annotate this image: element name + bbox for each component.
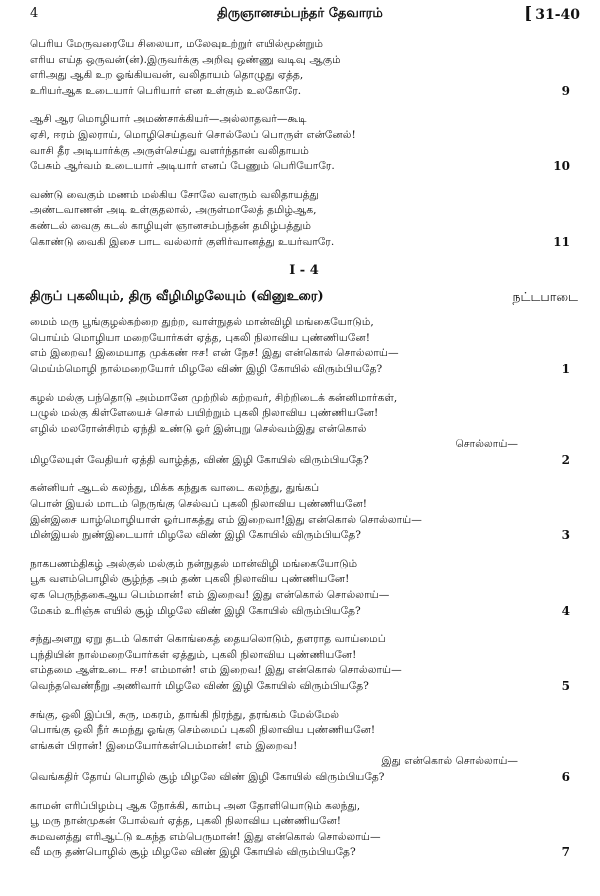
- verse-line: மெய்ம்மொழி நால்மறையோர் மிழலே விண் இழி கோயில் விரும்பியதே?: [30, 362, 383, 375]
- verse-line-continuation: இது என்கொல் சொல்லாய்—: [381, 755, 518, 768]
- verse-line: எரிஅது ஆகி உற ஓங்கியவன், வலிதாயம் தொழுது ஏத்த,: [30, 69, 304, 82]
- verse-number: 1: [561, 361, 570, 376]
- verse-line: பொன் இயல் மாடம் நெருங்கு செல்வப் புகலி நிலாவிய புண்ணியனே!: [30, 498, 368, 511]
- verse-line: கண்டல் வைகு கடல் காழியுள் ஞானசம்பந்தன் தமிழ்பத்தும்: [30, 219, 311, 232]
- verse-number: 9: [561, 83, 570, 98]
- verse-number: 2: [561, 452, 570, 467]
- verse-number: 4: [561, 603, 570, 618]
- verse-line: ஏக பெருந்தகைஆய பெம்மான்! எம் இறைவ! இது என்கொல் சொல்லாய்—: [30, 589, 390, 602]
- verse-line: எம்தமை ஆள்உடை ஈச! எம்மான்! எம் இறைவ! இது என்கொல் சொல்லாய்—: [30, 664, 402, 677]
- verse-line: எழில் மலரோன்சிரம் ஏந்தி உண்டு ஓர் இன்புறு செல்வம்இது என்கொல்: [30, 422, 367, 435]
- verse-number: 5: [561, 679, 570, 694]
- verse-line: மிழலேயுள் வேதியர் ஏத்தி வாழ்த்த, விண் இழி கோயில் விரும்பியதே?: [30, 453, 369, 466]
- verse-line: மேகம் உரிஞ்சு எயில் சூழ் மிழலே விண் இழி கோயில் விரும்பியதே?: [30, 604, 361, 617]
- verse-line: புந்தியின் நால்மறையோர்கள் ஏத்தும், புகலி நிலாவிய புண்ணியனே!: [30, 648, 357, 661]
- verse: [30, 799, 578, 861]
- verse-number: 6: [561, 769, 570, 784]
- verse-line: கொண்டு வைகி இசை பாட வல்லார் குளிர்வானத்து உயர்வாரே.: [30, 235, 335, 248]
- verse-line: வெங்கதிர் தோய் பொழில் சூழ் மிழலே விண் இழி கோயில் விரும்பியதே?: [30, 770, 385, 783]
- verse-line: காமன் எரிப்பிழம்பு ஆக நோக்கி, காம்பு அன தோளியொடும் கலந்து,: [30, 799, 361, 812]
- verse-line: வாசி தீர அடியார்க்கு அருள்செய்து வளர்ந்தான் வலிதாயம்: [30, 144, 309, 157]
- page-content: [30, 37, 578, 874]
- previous-pathigam-verses: [30, 37, 578, 250]
- verse-line: பொய்ம் மொழியா மறையோர்கள் ஏத்த, புகலி நிலாவிய புண்ணியனே!: [30, 331, 370, 344]
- verse-line: பொங்கு ஒலி நீர் சுமந்து ஓங்கு செம்மைப் புகலி நிலாவிய புண்ணியனே!: [30, 724, 376, 737]
- pathigam-verses: [30, 315, 578, 861]
- verse-line: பேசும் ஆர்வம் உடையார் அடியார் எனப் பேணும் பெரியோரே.: [30, 160, 335, 173]
- verse-number: 10: [553, 159, 570, 174]
- verse-line: வண்டு வைகும் மணம் மல்கிய சோலே வளரும் வலிதாயத்து: [30, 188, 319, 201]
- verse: [30, 481, 578, 543]
- verse-line: மைம் மரு பூங்குழல்கற்றை துற்ற, வாள்நுதல் மான்விழி மங்கையோடும்,: [30, 316, 374, 329]
- verse-line: கன்னியர் ஆடல் கலந்து, மிக்க கந்துக வாடை கலந்து, துங்கப்: [30, 482, 320, 495]
- verse-line: உரியர்ஆக உடையார் பெரியார் என உள்கும் உலகோரே.: [30, 84, 302, 97]
- verse-line: சங்கு, ஒலி இப்பி, சுரு, மகரம், தாங்கி நிரந்து, தரங்கம் மேல்மேல்: [30, 708, 340, 721]
- pathigam-heading: [30, 289, 578, 309]
- verse-line: நாகபணம்திகழ் அல்குல் மல்கும் நன்நுதல் மான்விழி மங்கையோடும்: [30, 557, 358, 570]
- verse-line: ஆசி ஆர மொழியார் அமண்சாக்கியர்—அல்லாதவர்—கூடி: [30, 113, 307, 126]
- verse-line: சுமவனத்து எரிஆட்டு உகந்த எம்பெருமான்! இது என்கொல் சொல்லாய்—: [30, 830, 381, 843]
- verse-line: எங்கள் பிரான்! இமையோர்கள்பெம்மான்! எம் இறைவ!: [30, 739, 298, 752]
- verse-line-continuation: சொல்லாய்—: [455, 438, 518, 451]
- verse: [30, 188, 578, 250]
- verse-line: சந்துஅளறு ஏறு தடம் கொள் கொங்கைத் தையலொடும், தளராத வாய்மைப்: [30, 633, 386, 646]
- verse-number: 7: [561, 845, 570, 860]
- verse-line: பழுல் மல்கு கிள்ளேயைச் சொல் பயிற்றும் புகலி நிலாவிய புண்ணியனே!: [30, 407, 379, 420]
- verse-line: பெரிய மேருவரையே சிலையா, மலேவுஉற்றுர் எயில்மூன்றும்: [30, 38, 324, 50]
- verse-line: கழல் மல்கு பந்தொடு அம்மானே முற்றில் கற்றவர், சிற்றிடைக் கன்னிமார்கள்,: [30, 391, 398, 404]
- verse: [30, 112, 578, 174]
- verse-line: மின்இயல் நுண்இடையார் மிழலே விண் இழி கோயில் விரும்பியதே?: [30, 529, 361, 542]
- verse-number: 11: [553, 234, 570, 249]
- bracket-glyph: [: [524, 4, 533, 24]
- verse-line: பூக வளம்பொழில் சூழ்ந்த அம் தண் புகலி நிலாவிய புண்ணியனே!: [30, 573, 350, 586]
- page-number: 4: [30, 6, 39, 21]
- verse-line: வீ மரு தண்பொழில் சூழ் மிழலே விண் இழி கோயில் விரும்பியதே?: [30, 846, 356, 859]
- verse-line: வெந்தவெண்நீறு அணிவார் மிழலே விண் இழி கோயில் விரும்பியதே?: [30, 680, 369, 692]
- section-label: I - 4: [289, 263, 319, 279]
- verse: [30, 557, 578, 619]
- verse-line: எம் இறைவ! இமையாத முக்கண் ஈச! என் நேச! இது என்கொல் சொல்லாய்—: [30, 347, 399, 360]
- pathigam-title: திருப் புகலியும், திரு வீழிமிழலேயும் (வினுஉரை): [30, 289, 324, 305]
- verse-line: அண்டவாணன் அடி உள்குதலால், அருள்மாலேத் தமிழ்ஆக,: [30, 204, 317, 217]
- running-title: திருஞானசம்பந்தர் தேவாரம்: [217, 6, 383, 21]
- verse-range-text: 31-40: [535, 7, 580, 23]
- verse-number: 3: [561, 528, 570, 543]
- verse-line: பூ மரு நான்முகன் போல்வர் ஏத்த, புகலி நிலாவிய புண்ணியனே!: [30, 815, 342, 828]
- verse: [30, 708, 578, 786]
- verse: [30, 391, 578, 469]
- verse-line: எரிய எய்த ஒருவன்(ன்).இருவர்க்கு அறிவு ஒண்ணு வடிவு ஆகும்: [30, 53, 341, 66]
- verse: [30, 632, 578, 694]
- page-header: [0, 4, 600, 26]
- pann-name: நட்டபாடை: [512, 289, 578, 305]
- verse-line: இன்இசை யாழ்மொழியாள் ஓர்பாகத்து எம் இறைவா!இது என்கொல் சொல்லாய்—: [30, 513, 422, 526]
- verse: [30, 315, 578, 377]
- verse-range: [524, 4, 580, 24]
- verse: [30, 37, 578, 99]
- verse-line: ஏசி, ஈரம் இலராய், மொழிசெய்தவர் சொல்லேப் பொருள் என்னேல்!: [30, 128, 356, 141]
